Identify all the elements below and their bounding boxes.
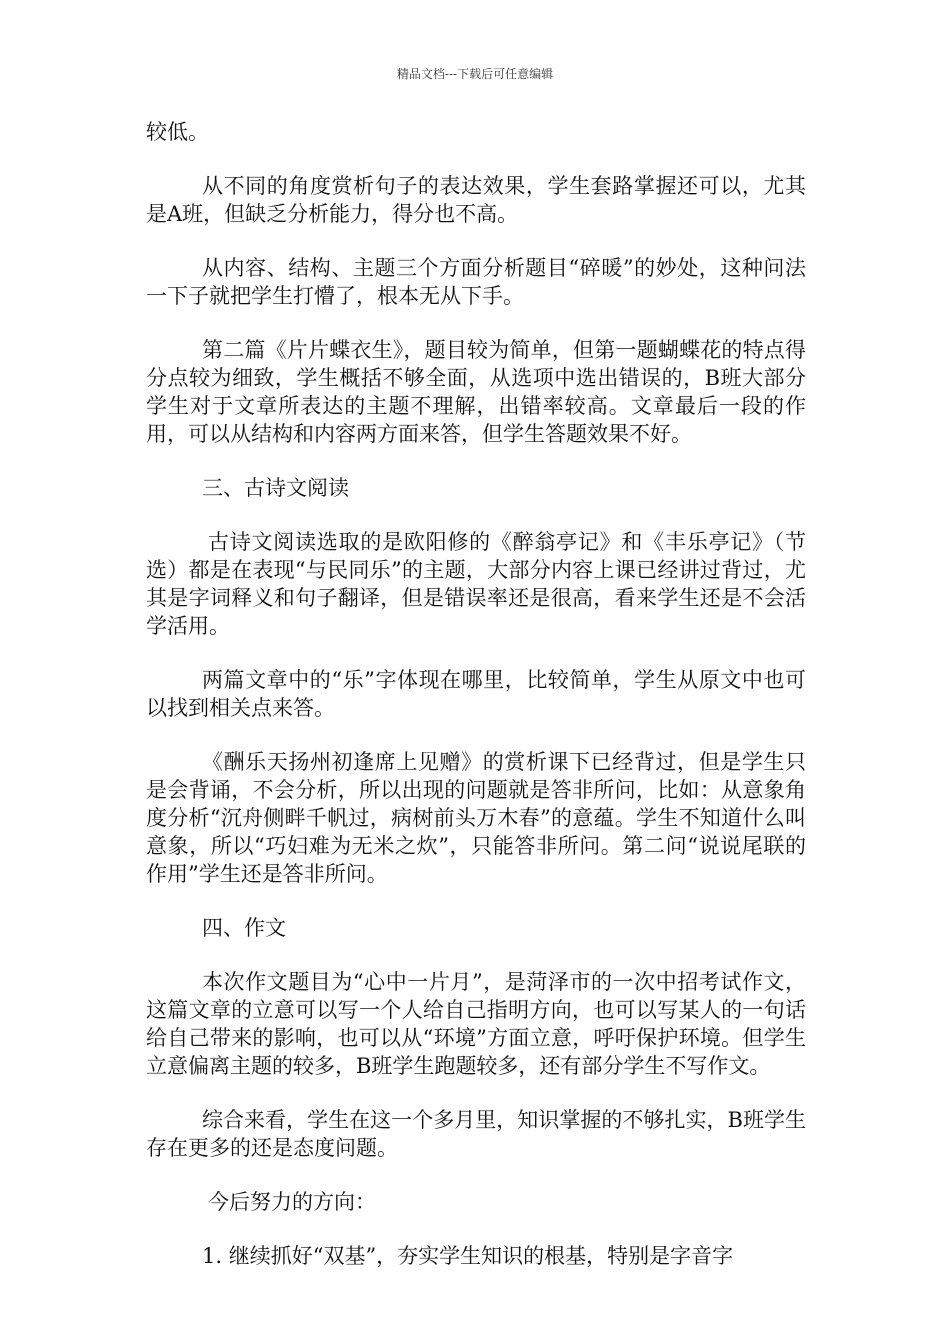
paragraph-joy-character: 两篇文章中的“乐”字体现在哪里，比较简单，学生从原文中也可以找到相关点来答。 xyxy=(146,668,806,720)
paragraph-poem-analysis: 《酬乐天扬州初逢席上见赠》的赏析课下已经背过，但是学生只是会背诵，不会分析，所以出现的问题就是答非所问，比如：从意象角度分析“沉舟侧畔千帆过，病树前头万木春”的意蕴。学生不知道什么叫意象，所以“巧妇难为无米之炊”，只能答非所问。第二问“说说尾联的作用”学生还是答非所问。 xyxy=(146,750,806,886)
list-item-1: 1. 继续抓好“双基”，夯实学生知识的根基，特别是字音字 xyxy=(202,1244,734,1268)
paragraph-second-article: 第二篇《片片蝶衣生》，题目较为简单，但第一题蝴蝶花的特点得分点较为细致，学生概括不够全面，从选项中选出错误的，B班大部分学生对于文章所表达的主题不理解，出错率较高。文章最后一段的作用，可以从结构和内容两方面来答，但学生答题效果不好。 xyxy=(146,338,806,446)
document-body xyxy=(146,118,806,1296)
paragraph-summary: 综合来看，学生在这一个多月里，知识掌握的不够扎实，B班学生存在更多的还是态度问题。 xyxy=(146,1108,806,1160)
page-header: 精品文档---下载后可任意编辑 xyxy=(396,67,554,81)
paragraph-continuation: 较低。 xyxy=(146,120,209,144)
section-heading-future-direction: 今后努力的方向： xyxy=(208,1190,376,1214)
paragraph-classical-reading: 古诗文阅读选取的是欧阳修的《醉翁亭记》和《丰乐亭记》（节选）都是在表现“与民同乐”的主题，大部分内容上课已经讲过背过，尤其是字词释义和句子翻译，但是错误率还是很高，看来学生还是不会活学活用。 xyxy=(146,530,806,638)
paragraph-title-analysis: 从内容、结构、主题三个方面分析题目“碎暖”的妙处，这种问法一下子就把学生打懵了，根本无从下手。 xyxy=(146,256,806,308)
paragraph-composition: 本次作文题目为“心中一片月”，是菏泽市的一次中招考试作文，这篇文章的立意可以写一个人给自己指明方向，也可以写某人的一句话给自己带来的影响，也可以从“环境”方面立意，呼吁保护环境。但学生立意偏离主题的较多，B班学生跑题较多，还有部分学生不写作文。 xyxy=(146,970,806,1078)
section-heading-composition: 四、作文 xyxy=(202,916,286,940)
paragraph-sentence-analysis: 从不同的角度赏析句子的表达效果，学生套路掌握还可以，尤其是A班，但缺乏分析能力，得分也不高。 xyxy=(146,174,806,226)
section-heading-classical-reading: 三、古诗文阅读 xyxy=(202,476,349,500)
